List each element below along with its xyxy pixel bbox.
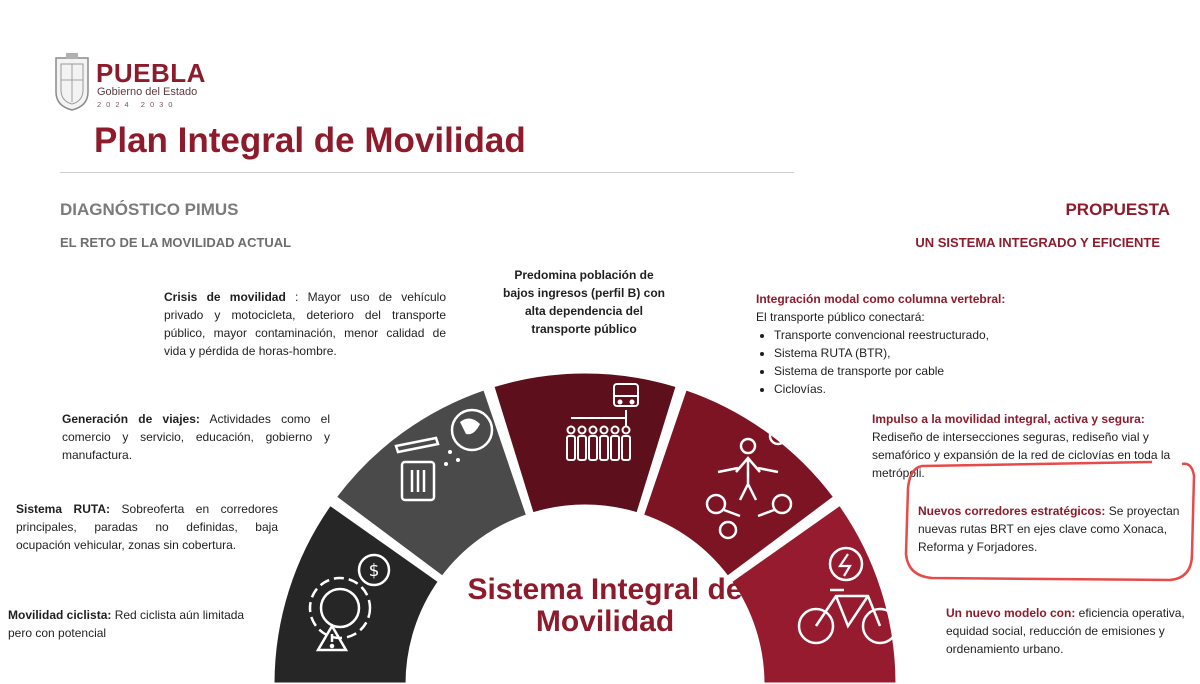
diag-item-text: : Mayor uso de vehículo privado y motocicleta, deterioro del transporte público, mayor contaminación, menor calidad de vida y pérdida de horas-hombre.: [164, 290, 446, 358]
diag-item-lead: Crisis de movilidad: [164, 290, 286, 304]
center-top-text: Predomina población de bajos ingresos (perfil B) con alta dependencia del transporte público: [502, 268, 666, 336]
prop-impulso-lead: Impulso a la movilidad integral, activa y segura:: [872, 412, 1145, 426]
center-title: Sistema Integral de Movilidad: [467, 573, 743, 638]
brand-subtitle: Gobierno del Estado: [97, 86, 198, 98]
diag-item-lead: Movilidad ciclista:: [8, 608, 112, 622]
diag-item-lead: Generación de viajes:: [62, 412, 200, 426]
diag-item-lead: Sistema RUTA:: [16, 502, 110, 516]
diag-item-ciclista: [8, 606, 270, 642]
diag-item-text: Actividades como el comercio y servicio, educación, gobierno y manufactura.: [62, 412, 330, 462]
brand-name: PUEBLA: [96, 58, 206, 88]
propuesta-subheading: UN SISTEMA INTEGRADO Y EFICIENTE: [915, 235, 1160, 250]
prop-corredores-lead: Nuevos corredores estratégicos:: [918, 504, 1106, 518]
diag-item-text: Red ciclista aún limitada pero con potencial: [8, 608, 245, 640]
list-item: • Transporte convencional reestructurado,: [774, 326, 1056, 344]
prop-modelo: [946, 604, 1196, 658]
prop-corredores-text: Se proyectan nuevas rutas BRT en ejes clave como Xonaca, Reforma y Forjadores.: [918, 504, 1180, 554]
list-item: • Sistema de transporte por cable: [774, 362, 1056, 380]
prop-integracion-intro: El transporte público conectará:: [756, 310, 925, 324]
list-item: • Sistema RUTA (BTR),: [774, 344, 1056, 362]
list-item: • Ciclovías.: [774, 380, 1056, 398]
diag-item-ruta: [16, 500, 278, 554]
page-title: Plan Integral de Movilidad: [94, 121, 526, 160]
coat-of-arms-logo: [52, 52, 92, 112]
brand-years: 2024 2030: [97, 100, 178, 109]
svg-text:$: $: [368, 561, 380, 581]
diag-item-text: Sobreoferta en corredores principales, paradas no definidas, baja ocupación vehicular, zonas sin cobertura.: [16, 502, 278, 552]
diagnostico-heading: DIAGNÓSTICO PIMUS: [60, 200, 239, 219]
highlight-annotation: [902, 458, 1196, 586]
prop-modelo-lead: Un nuevo modelo con:: [946, 606, 1076, 620]
prop-modelo-text: eficiencia operativa, equidad social, reducción de emisiones y ordenamiento urbano.: [946, 606, 1185, 656]
propuesta-heading: PROPUESTA: [1065, 200, 1170, 219]
prop-integracion-lead: Integración modal como columna vertebral:: [756, 292, 1006, 306]
title-divider: [60, 172, 794, 173]
diag-item-crisis: [164, 288, 446, 360]
diagnostico-subheading: EL RETO DE LA MOVILIDAD ACTUAL: [60, 235, 292, 250]
prop-impulso-text: Rediseño de intersecciones seguras, rediseño vial y semafórico y expansión de la red de ciclovías en toda la metrópoli.: [872, 430, 1171, 480]
